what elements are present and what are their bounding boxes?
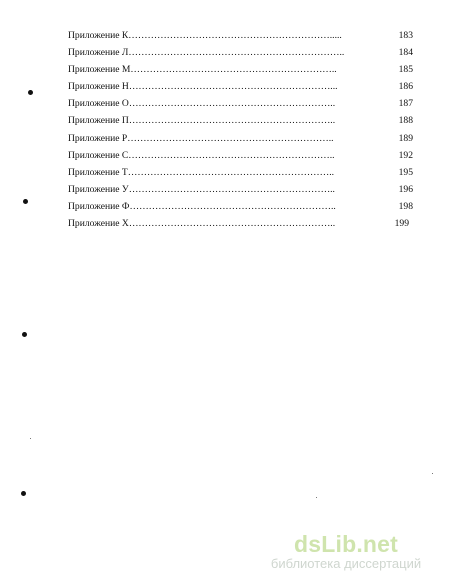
toc-entry-page: 184 — [398, 47, 413, 59]
toc-entry-leader: ……………………………………………………….. — [130, 64, 337, 76]
toc-entry — [68, 112, 413, 129]
binding-hole-mark — [22, 332, 27, 337]
scan-speck — [30, 438, 31, 439]
toc-entry-page: 189 — [398, 132, 413, 144]
toc-entry-leader: ………………………………………………………..... — [128, 30, 342, 41]
toc-entry-title: Приложение Н — [68, 81, 129, 93]
toc-entry-title: Приложение Л — [68, 47, 129, 59]
toc-entry-page: 186 — [398, 81, 413, 93]
toc-entry — [68, 198, 413, 215]
toc-entry-leader: ……………………………………………………….. — [128, 115, 336, 127]
watermark-logo: dsLib.net — [293, 531, 399, 557]
toc-entry — [68, 44, 413, 61]
toc-entry-leader: ……………………………………………………….. — [127, 132, 334, 144]
toc-entry-leader: ………………………………………………………….. — [128, 47, 345, 59]
scan-speck — [316, 497, 317, 498]
table-of-contents — [68, 27, 413, 232]
toc-entry-page: 196 — [398, 183, 413, 195]
toc-entry-title: Приложение Х — [68, 218, 129, 230]
toc-entry-leader: ……………………………………………………….. — [129, 200, 336, 212]
toc-entry — [68, 164, 413, 181]
toc-entry-title: Приложение О — [68, 98, 129, 110]
toc-entry-title: Приложение С — [68, 149, 129, 161]
toc-entry-page: 192 — [398, 149, 413, 161]
toc-entry-leader: ……………………………………………………….. — [128, 98, 336, 110]
toc-entry-page: 195 — [398, 166, 413, 178]
toc-entry-page: 183 — [398, 30, 413, 41]
toc-entry-page: 198 — [398, 200, 413, 212]
toc-entry — [68, 215, 413, 232]
binding-hole-mark — [21, 491, 26, 496]
toc-entry-title: Приложение Ф — [68, 200, 130, 212]
toc-entry-leader: ……………………………………………………….. — [128, 183, 335, 195]
toc-entry-page: 188 — [398, 115, 413, 127]
toc-entry — [68, 61, 413, 78]
toc-entry-page: 187 — [398, 98, 413, 110]
watermark-subtitle: библиотека диссертаций — [270, 556, 422, 571]
toc-entry-title: Приложение П — [68, 115, 129, 127]
toc-entry-leader: ………………………………………………………... — [128, 81, 338, 93]
toc-entry-title: Приложение Р — [68, 132, 128, 144]
binding-hole-mark — [23, 199, 28, 204]
toc-entry — [68, 130, 413, 147]
toc-entry-title: Приложение Т — [68, 166, 128, 178]
toc-entry — [68, 95, 413, 112]
toc-entry — [68, 78, 413, 95]
toc-entry-title: Приложение У — [68, 183, 129, 195]
toc-entry — [68, 27, 413, 44]
toc-entry — [68, 147, 413, 164]
toc-entry-leader: ……………………………………………………….. — [128, 218, 336, 230]
watermark — [256, 532, 436, 572]
binding-hole-mark — [28, 90, 33, 95]
toc-entry-title: Приложение К — [68, 30, 129, 41]
toc-entry-page: 185 — [398, 64, 413, 76]
toc-entry — [68, 181, 413, 198]
toc-entry-leader: ……………………………………………………….. — [128, 149, 335, 161]
scan-speck — [432, 473, 433, 474]
toc-entry-page: 199 — [394, 218, 409, 230]
toc-entry-title: Приложение М — [68, 64, 131, 76]
toc-entry-leader: ……………………………………………………….. — [127, 166, 335, 178]
